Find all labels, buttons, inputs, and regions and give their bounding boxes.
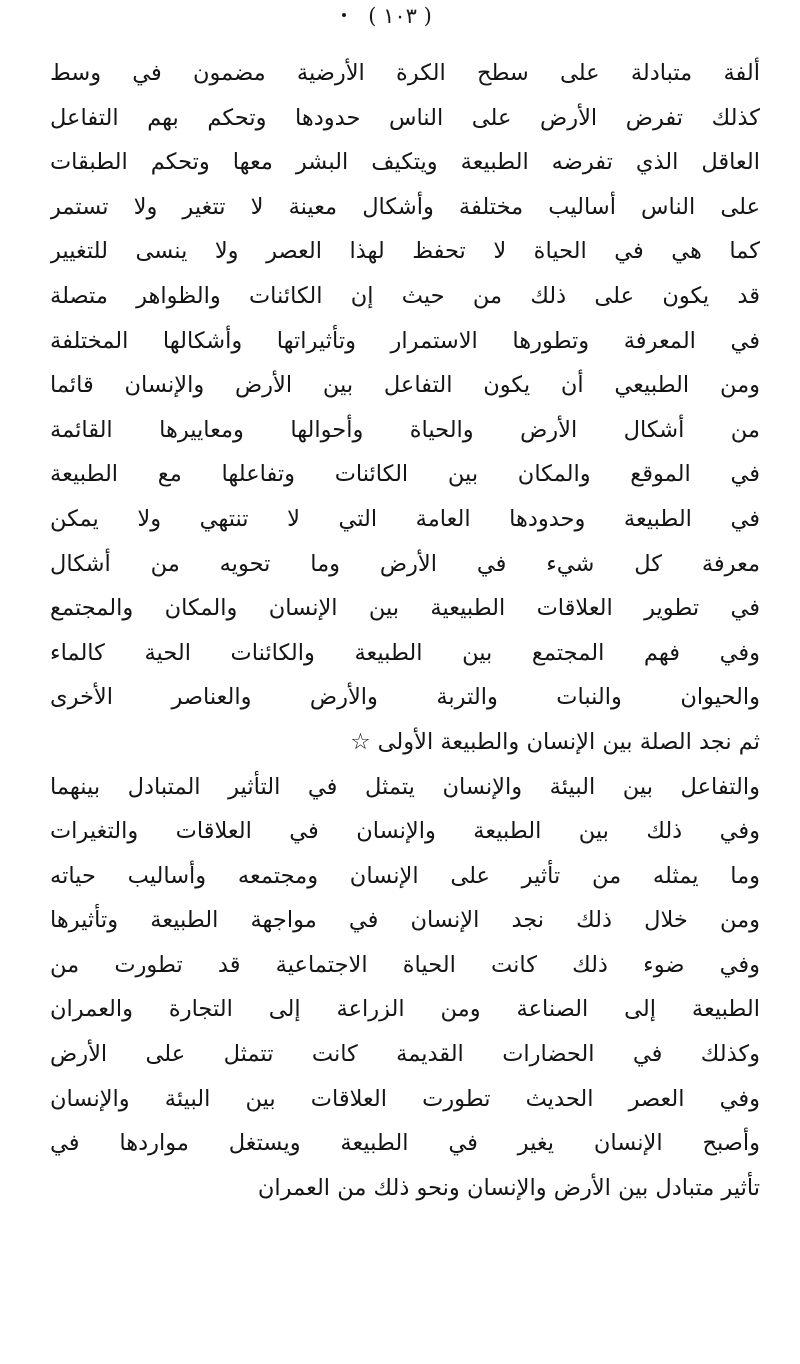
text-line: في المعرفة وتطورها الاستمرار وتأثيراتها وأشكالها المختلفة: [50, 327, 760, 354]
text-line: في الموقع والمكان بين الكائنات وتفاعلها مع الطبيعة: [50, 461, 760, 488]
text-line: وكذلك في الحضارات القديمة كانت تتمثل على الأرض: [50, 1041, 760, 1068]
text-line: وأصبح الإنسان يغير في الطبيعة ويستغل مواردها في: [50, 1130, 760, 1157]
text-line: والحيوان والنبات والتربة والأرض والعناصر الأخرى: [50, 684, 760, 711]
text-line: ثم نجد الصلة بين الإنسان والطبيعة الأولى ☆: [350, 728, 760, 755]
text-line: وفي العصر الحديث تطورت العلاقات بين البيئة والإنسان: [50, 1085, 760, 1112]
text-line: كذلك تفرض الأرض على الناس حدودها وتحكم بهم التفاعل: [50, 104, 760, 131]
page-dot-mark: [342, 13, 346, 17]
text-line: تأثير متبادل بين الأرض والإنسان ونحو ذلك من العمران: [257, 1174, 760, 1201]
text-line: من أشكال الأرض والحياة وأحوالها ومعاييرها القائمة: [50, 416, 760, 443]
text-line: والتفاعل بين البيئة والإنسان يتمثل في التأثير المتبادل بينهما: [50, 773, 760, 800]
text-line: ومن خلال ذلك نجد الإنسان في مواجهة الطبيعة وتأثيرها: [50, 907, 760, 934]
body-text: [50, 51, 760, 1210]
text-line: معرفة كل شيء في الأرض وما تحويه من أشكال: [50, 550, 760, 577]
text-line: وفي ذلك بين الطبيعة والإنسان في العلاقات والتغيرات: [50, 818, 760, 845]
text-line: ألفة متبادلة على سطح الكرة الأرضية مضمون في وسط: [50, 60, 760, 86]
text-line: ومن الطبيعي أن يكون التفاعل بين الأرض والإنسان قائما: [50, 372, 760, 399]
text-line: وفي فهم المجتمع بين الطبيعة والكائنات الحية كالماء: [50, 639, 760, 666]
text-line: على الناس أساليب مختلفة وأشكال معينة لا تتغير ولا تستمر: [50, 193, 760, 220]
text-line: كما هي في الحياة لا تحفظ لهذا العصر ولا ينسى للتغيير: [50, 238, 760, 265]
text-line: في تطوير العلاقات الطبيعية بين الإنسان والمكان والمجتمع: [50, 595, 760, 622]
text-line: وفي ضوء ذلك كانت الحياة الاجتماعية قد تطورت من: [50, 951, 760, 978]
text-line: قد يكون على ذلك من حيث إن الكائنات والظواهر متصلة: [50, 282, 760, 309]
text-line: وما يمثله من تأثير على الإنسان ومجتمعه وأساليب حياته: [50, 862, 760, 889]
text-line: الطبيعة إلى الصناعة ومن الزراعة إلى التجارة والعمران: [50, 996, 760, 1023]
text-line: في الطبيعة وحدودها العامة التي لا تنتهي ولا يمكن: [50, 505, 760, 532]
text-line: العاقل الذي تفرضه الطبيعة ويتكيف البشر معها وتحكم الطبقات: [50, 149, 760, 176]
page-number: ( ١٠٣ ): [368, 4, 432, 28]
